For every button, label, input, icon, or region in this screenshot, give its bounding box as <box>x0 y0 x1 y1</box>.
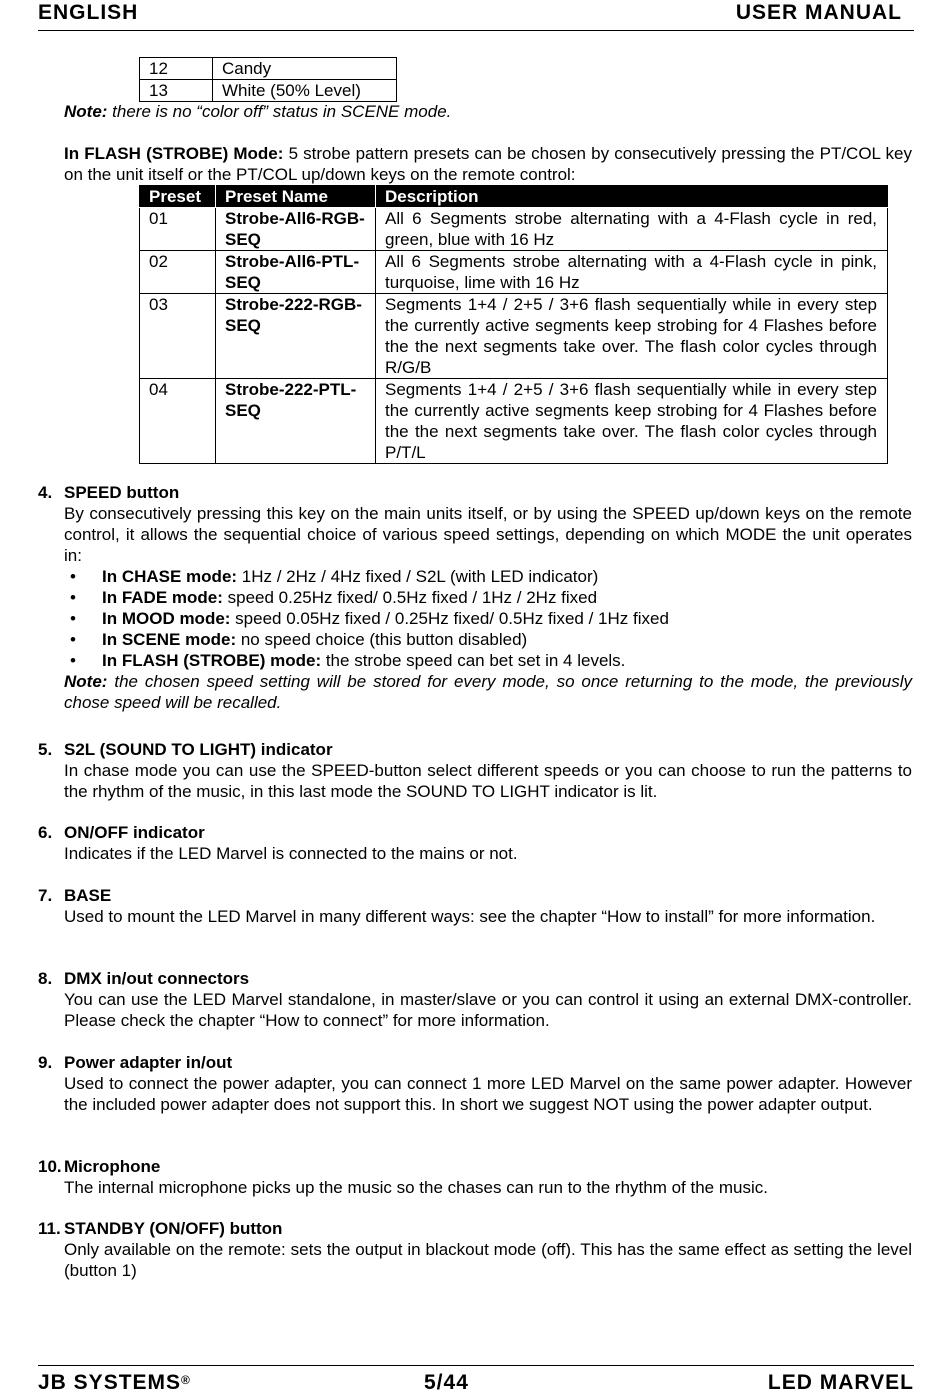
footer-product: LED MARVEL <box>767 1371 914 1394</box>
bullet-icon: • <box>70 651 76 670</box>
preset-name: Strobe-222-RGB-SEQ <box>216 294 376 379</box>
preset-number: 04 <box>140 379 216 464</box>
note-text: the chosen speed setting will be stored for every mode, so once returning to the mode, the previously chose speed will be recalled. <box>64 672 912 712</box>
section-number: 10. <box>38 1157 62 1176</box>
section-number: 11. <box>38 1219 61 1238</box>
preset-description: Segments 1+4 / 2+5 / 3+6 flash sequentially while in every step the currently active segments keep strobing for 4 Flashes before the the next segments take over. The flash color cycles through P/T/L <box>376 379 888 464</box>
list-item <box>64 587 912 608</box>
col-preset: Preset <box>140 186 216 208</box>
flash-intro-text: 5 strobe pattern presets can be chosen by consecutively pressing the PT/COL key on the unit itself or the PT/COL up/down keys on the remote control: <box>64 144 912 184</box>
bullet-text: the strobe speed can bet set in 4 levels. <box>321 651 626 670</box>
section-body: Only available on the remote: sets the output in blackout mode (off). This has the same effect as setting the level (button 1) <box>64 1240 912 1280</box>
section-body: You can use the LED Marvel standalone, in master/slave or you can control it using an external DMX-controller. Please check the chapter “How to connect” for more information. <box>64 990 912 1030</box>
table-row <box>140 80 397 102</box>
section-body: Used to mount the LED Marvel in many different ways: see the chapter “How to install” for more information. <box>64 907 876 926</box>
list-item <box>64 650 912 671</box>
section-title: Microphone <box>64 1157 161 1176</box>
bullet-icon: • <box>70 609 76 628</box>
page-footer <box>38 1365 914 1396</box>
list-item <box>64 566 912 587</box>
registered-mark: ® <box>181 1373 191 1387</box>
section-number: 8. <box>38 969 53 988</box>
section-body <box>64 503 912 713</box>
strobe-preset-table <box>139 185 888 464</box>
flash-intro-label: In FLASH (STROBE) Mode: <box>64 144 284 163</box>
section-number: 9. <box>38 1053 53 1072</box>
bullet-label: In SCENE mode: <box>102 630 237 649</box>
table-header-row <box>140 186 888 208</box>
section-number: 4. <box>38 483 53 502</box>
bullet-text: speed 0.05Hz fixed / 0.25Hz fixed/ 0.5Hz fixed / 1Hz fixed <box>230 609 669 628</box>
section-title: DMX in/out connectors <box>64 969 250 988</box>
speed-note <box>64 671 912 713</box>
note-text: there is no “color off” status in SCENE mode. <box>107 102 452 121</box>
table-row <box>140 251 888 294</box>
bullet-label: In MOOD mode: <box>102 609 231 628</box>
table-row <box>140 58 397 80</box>
color-number: 13 <box>140 80 213 102</box>
preset-description: All 6 Segments strobe alternating with a 4-Flash cycle in red, green, blue with 16 Hz <box>376 208 888 251</box>
color-name: White (50% Level) <box>213 80 397 102</box>
section-number: 6. <box>38 823 53 842</box>
page-header <box>38 2 914 31</box>
table-row <box>140 208 888 251</box>
bullet-label: In FLASH (STROBE) mode: <box>102 651 322 670</box>
preset-name: Strobe-222-PTL-SEQ <box>216 379 376 464</box>
note-label: Note: <box>64 102 108 121</box>
flash-intro <box>64 143 912 185</box>
color-table-continued <box>139 57 397 102</box>
bullet-label: In FADE mode: <box>102 588 223 607</box>
footer-brand <box>38 1372 191 1393</box>
header-language: ENGLISH <box>38 1 139 24</box>
col-description: Description <box>376 186 888 208</box>
list-item <box>64 629 912 650</box>
table-row <box>140 379 888 464</box>
section-title: Power adapter in/out <box>64 1053 233 1072</box>
section-number: 5. <box>38 740 53 759</box>
color-number: 12 <box>140 58 213 80</box>
brand-name: JB SYSTEMS <box>38 1371 182 1394</box>
bullet-text: no speed choice (this button disabled) <box>236 630 528 649</box>
speed-intro: By consecutively pressing this key on the main units itself, or by using the SPEED up/down keys on the remote control, it allows the sequential choice of various speed settings, depending on which MODE the unit operates in: <box>64 504 912 565</box>
preset-description: All 6 Segments strobe alternating with a 4-Flash cycle in pink, turquoise, lime with 16 Hz <box>376 251 888 294</box>
preset-name: Strobe-All6-PTL-SEQ <box>216 251 376 294</box>
page-number: 5/44 <box>424 1371 469 1394</box>
section-body: In chase mode you can use the SPEED-button select different speeds or you can choose to run the patterns to the rhythm of the music, in this last mode the SOUND TO LIGHT indicator is lit. <box>64 761 912 801</box>
section-title: STANDBY (ON/OFF) button <box>64 1219 283 1238</box>
table-row <box>140 294 888 379</box>
section-title: SPEED button <box>64 483 180 502</box>
bullet-icon: • <box>70 567 76 586</box>
bullet-icon: • <box>70 630 76 649</box>
section-body: Indicates if the LED Marvel is connected to the mains or not. <box>64 844 518 863</box>
note-label: Note: <box>64 672 108 691</box>
preset-description: Segments 1+4 / 2+5 / 3+6 flash sequentially while in every step the currently active segments keep strobing for 4 Flashes before the the next segments take over. The flash color cycles through R/G/B <box>376 294 888 379</box>
header-doc-type: USER MANUAL <box>735 1 902 24</box>
bullet-text: 1Hz / 2Hz / 4Hz fixed / S2L (with LED indicator) <box>237 567 599 586</box>
scene-note <box>64 101 912 122</box>
col-preset-name: Preset Name <box>216 186 376 208</box>
section-body: Used to connect the power adapter, you can connect 1 more LED Marvel on the same power adapter. However the included power adapter does not support this. In short we suggest NOT using the power adapter output. <box>64 1074 912 1114</box>
preset-name: Strobe-All6-RGB-SEQ <box>216 208 376 251</box>
section-number: 7. <box>38 886 53 905</box>
section-title: ON/OFF indicator <box>64 823 205 842</box>
bullet-icon: • <box>70 588 76 607</box>
preset-number: 01 <box>140 208 216 251</box>
bullet-label: In CHASE mode: <box>102 567 238 586</box>
list-item <box>64 608 912 629</box>
section-body: The internal microphone picks up the music so the chases can run to the rhythm of the music. <box>64 1178 768 1197</box>
section-title: S2L (SOUND TO LIGHT) indicator <box>64 740 333 759</box>
preset-number: 02 <box>140 251 216 294</box>
section-title: BASE <box>64 886 112 905</box>
preset-number: 03 <box>140 294 216 379</box>
bullet-text: speed 0.25Hz fixed/ 0.5Hz fixed / 1Hz / 2Hz fixed <box>222 588 598 607</box>
color-name: Candy <box>213 58 397 80</box>
